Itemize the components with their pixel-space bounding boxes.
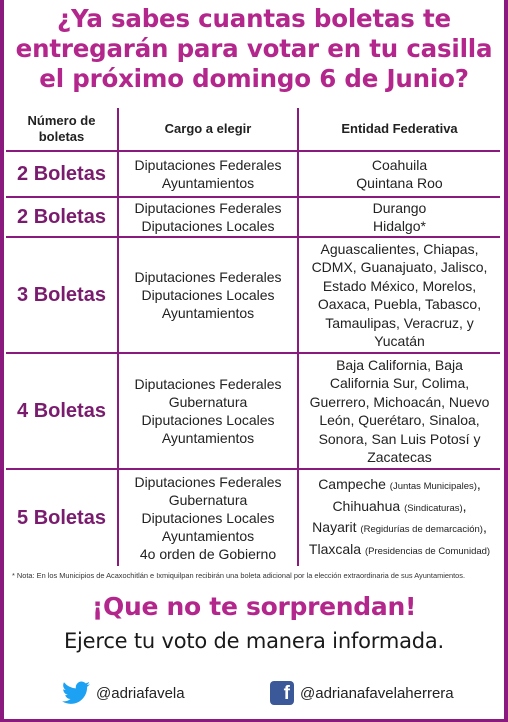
header-numero-boletas (6, 108, 118, 151)
ballots-table (6, 108, 500, 566)
header-entidad: Entidad Federativa (298, 108, 500, 151)
cargo-item: Diputaciones Federales (134, 474, 282, 490)
entidad-item: Baja California, Baja (336, 356, 463, 373)
headline-line-3: el próximo domingo 6 de Junio? (39, 64, 469, 93)
cargo-item: Diputaciones Federales (134, 269, 282, 285)
subtitle: Ejerce tu voto de manera informada. (63, 629, 445, 653)
entidad-note: (Regidurías de demarcación) (360, 524, 483, 535)
table-row (6, 353, 500, 469)
entidad-item: Tamaulipas, Veracruz, y (325, 314, 474, 331)
entidad-item: Aguascalientes, Chiapas, (320, 240, 479, 257)
table-row (6, 469, 500, 566)
entidad-state: Nayarit (312, 519, 357, 535)
entidad-cell (298, 237, 500, 353)
cargo-item: Gubernatura (168, 394, 248, 410)
entidad-item: Quintana Roo (356, 175, 443, 191)
entidad-detail-item (299, 540, 500, 562)
entidad-item: Sonora, San Luis Potosí y (318, 430, 481, 447)
cargo-item: Gubernatura (168, 492, 248, 508)
headline-line-2: entregarán para votar en tu casilla (15, 34, 493, 63)
boletas-count: 5 Boletas (6, 469, 118, 566)
twitter-link[interactable] (62, 682, 185, 704)
cargo-cell (118, 197, 298, 237)
cargo-item: Ayuntamientos (161, 175, 255, 191)
cargo-item: Ayuntamientos (161, 528, 255, 544)
footnote: * Nota: En los Municipios de Acaxochitlán e Ixmiquilpan recibirán una boleta adicional por la elección extraordinaria de sus Ayuntamientos. (12, 571, 466, 580)
cargo-item: Diputaciones Federales (134, 376, 282, 392)
cargo-item: Diputaciones Locales (141, 510, 275, 526)
table-row (6, 197, 500, 237)
cargo-item: Diputaciones Locales (141, 412, 275, 428)
headline (0, 4, 508, 94)
entidad-cell (298, 469, 500, 566)
entidad-detail-item (299, 518, 500, 540)
header-cargo: Cargo a elegir (118, 108, 298, 151)
entidad-detail-item (299, 497, 500, 519)
entidad-cell (298, 151, 500, 197)
entidad-note: (Juntas Municipales) (389, 481, 477, 492)
entidad-item: León, Querétaro, Sinaloa, (319, 412, 480, 428)
table-row (6, 151, 500, 197)
entidad-item: Estado México, Morelos, (322, 277, 477, 294)
headline-line-1: ¿Ya sabes cuantas boletas te (57, 4, 451, 33)
facebook-link[interactable] (270, 682, 454, 704)
table-header-row (6, 108, 500, 151)
cargo-cell (118, 469, 298, 566)
entidad-note: (Sindicaturas) (404, 502, 463, 514)
entidad-suffix: , (482, 519, 487, 535)
entidad-state: Campeche (318, 476, 386, 492)
boletas-count: 3 Boletas (6, 237, 118, 353)
entidad-item: Zacatecas (367, 449, 432, 465)
entidad-item: Hidalgo* (373, 218, 426, 234)
header-col1-line1: Número de (27, 113, 96, 128)
cargo-item: Ayuntamientos (161, 305, 255, 321)
entidad-item: Durango (372, 199, 427, 216)
cargo-item: Ayuntamientos (161, 430, 255, 446)
entidad-cell (298, 197, 500, 237)
facebook-handle: @adrianafavelaherrera (300, 684, 454, 702)
entidad-state: Chihuahua (332, 497, 401, 514)
entidad-item: California Sur, Colima, (329, 375, 470, 391)
entidad-item: Coahuila (371, 156, 428, 173)
entidad-item: Oaxaca, Puebla, Tabasco, (317, 296, 482, 312)
facebook-f-icon: f (270, 681, 294, 705)
call-to-action: ¡Que no te sorprendan! (91, 592, 417, 621)
entidad-suffix: , (462, 497, 467, 514)
twitter-handle: @adriafavela (96, 684, 185, 702)
cargo-cell (118, 353, 298, 469)
entidad-cell (298, 353, 500, 469)
twitter-bird-icon (62, 681, 90, 705)
cargo-item: Diputaciones Federales (134, 157, 282, 173)
entidad-state: Tlaxcala (308, 540, 362, 557)
cargo-cell (118, 151, 298, 197)
cargo-item: Diputaciones Locales (141, 218, 275, 234)
boletas-count: 4 Boletas (6, 353, 118, 469)
cargo-item: Diputaciones Locales (141, 287, 275, 303)
boletas-count: 2 Boletas (6, 151, 118, 197)
entidad-detail-item (299, 475, 500, 497)
entidad-item: Guerrero, Michoacán, Nuevo (309, 393, 490, 410)
boletas-count: 2 Boletas (6, 197, 118, 237)
table-row (6, 237, 500, 353)
header-col1-line2: boletas (38, 129, 85, 144)
entidad-suffix: , (476, 476, 481, 492)
entidad-note: (Presidencias de Comunidad) (364, 545, 491, 557)
entidad-item: Yucatán (374, 333, 425, 349)
cargo-item: 4o orden de Gobierno (139, 546, 277, 562)
cargo-cell (118, 237, 298, 353)
cargo-item: Diputaciones Federales (134, 200, 282, 216)
entidad-item: CDMX, Guanajuato, Jalisco, (311, 259, 488, 275)
